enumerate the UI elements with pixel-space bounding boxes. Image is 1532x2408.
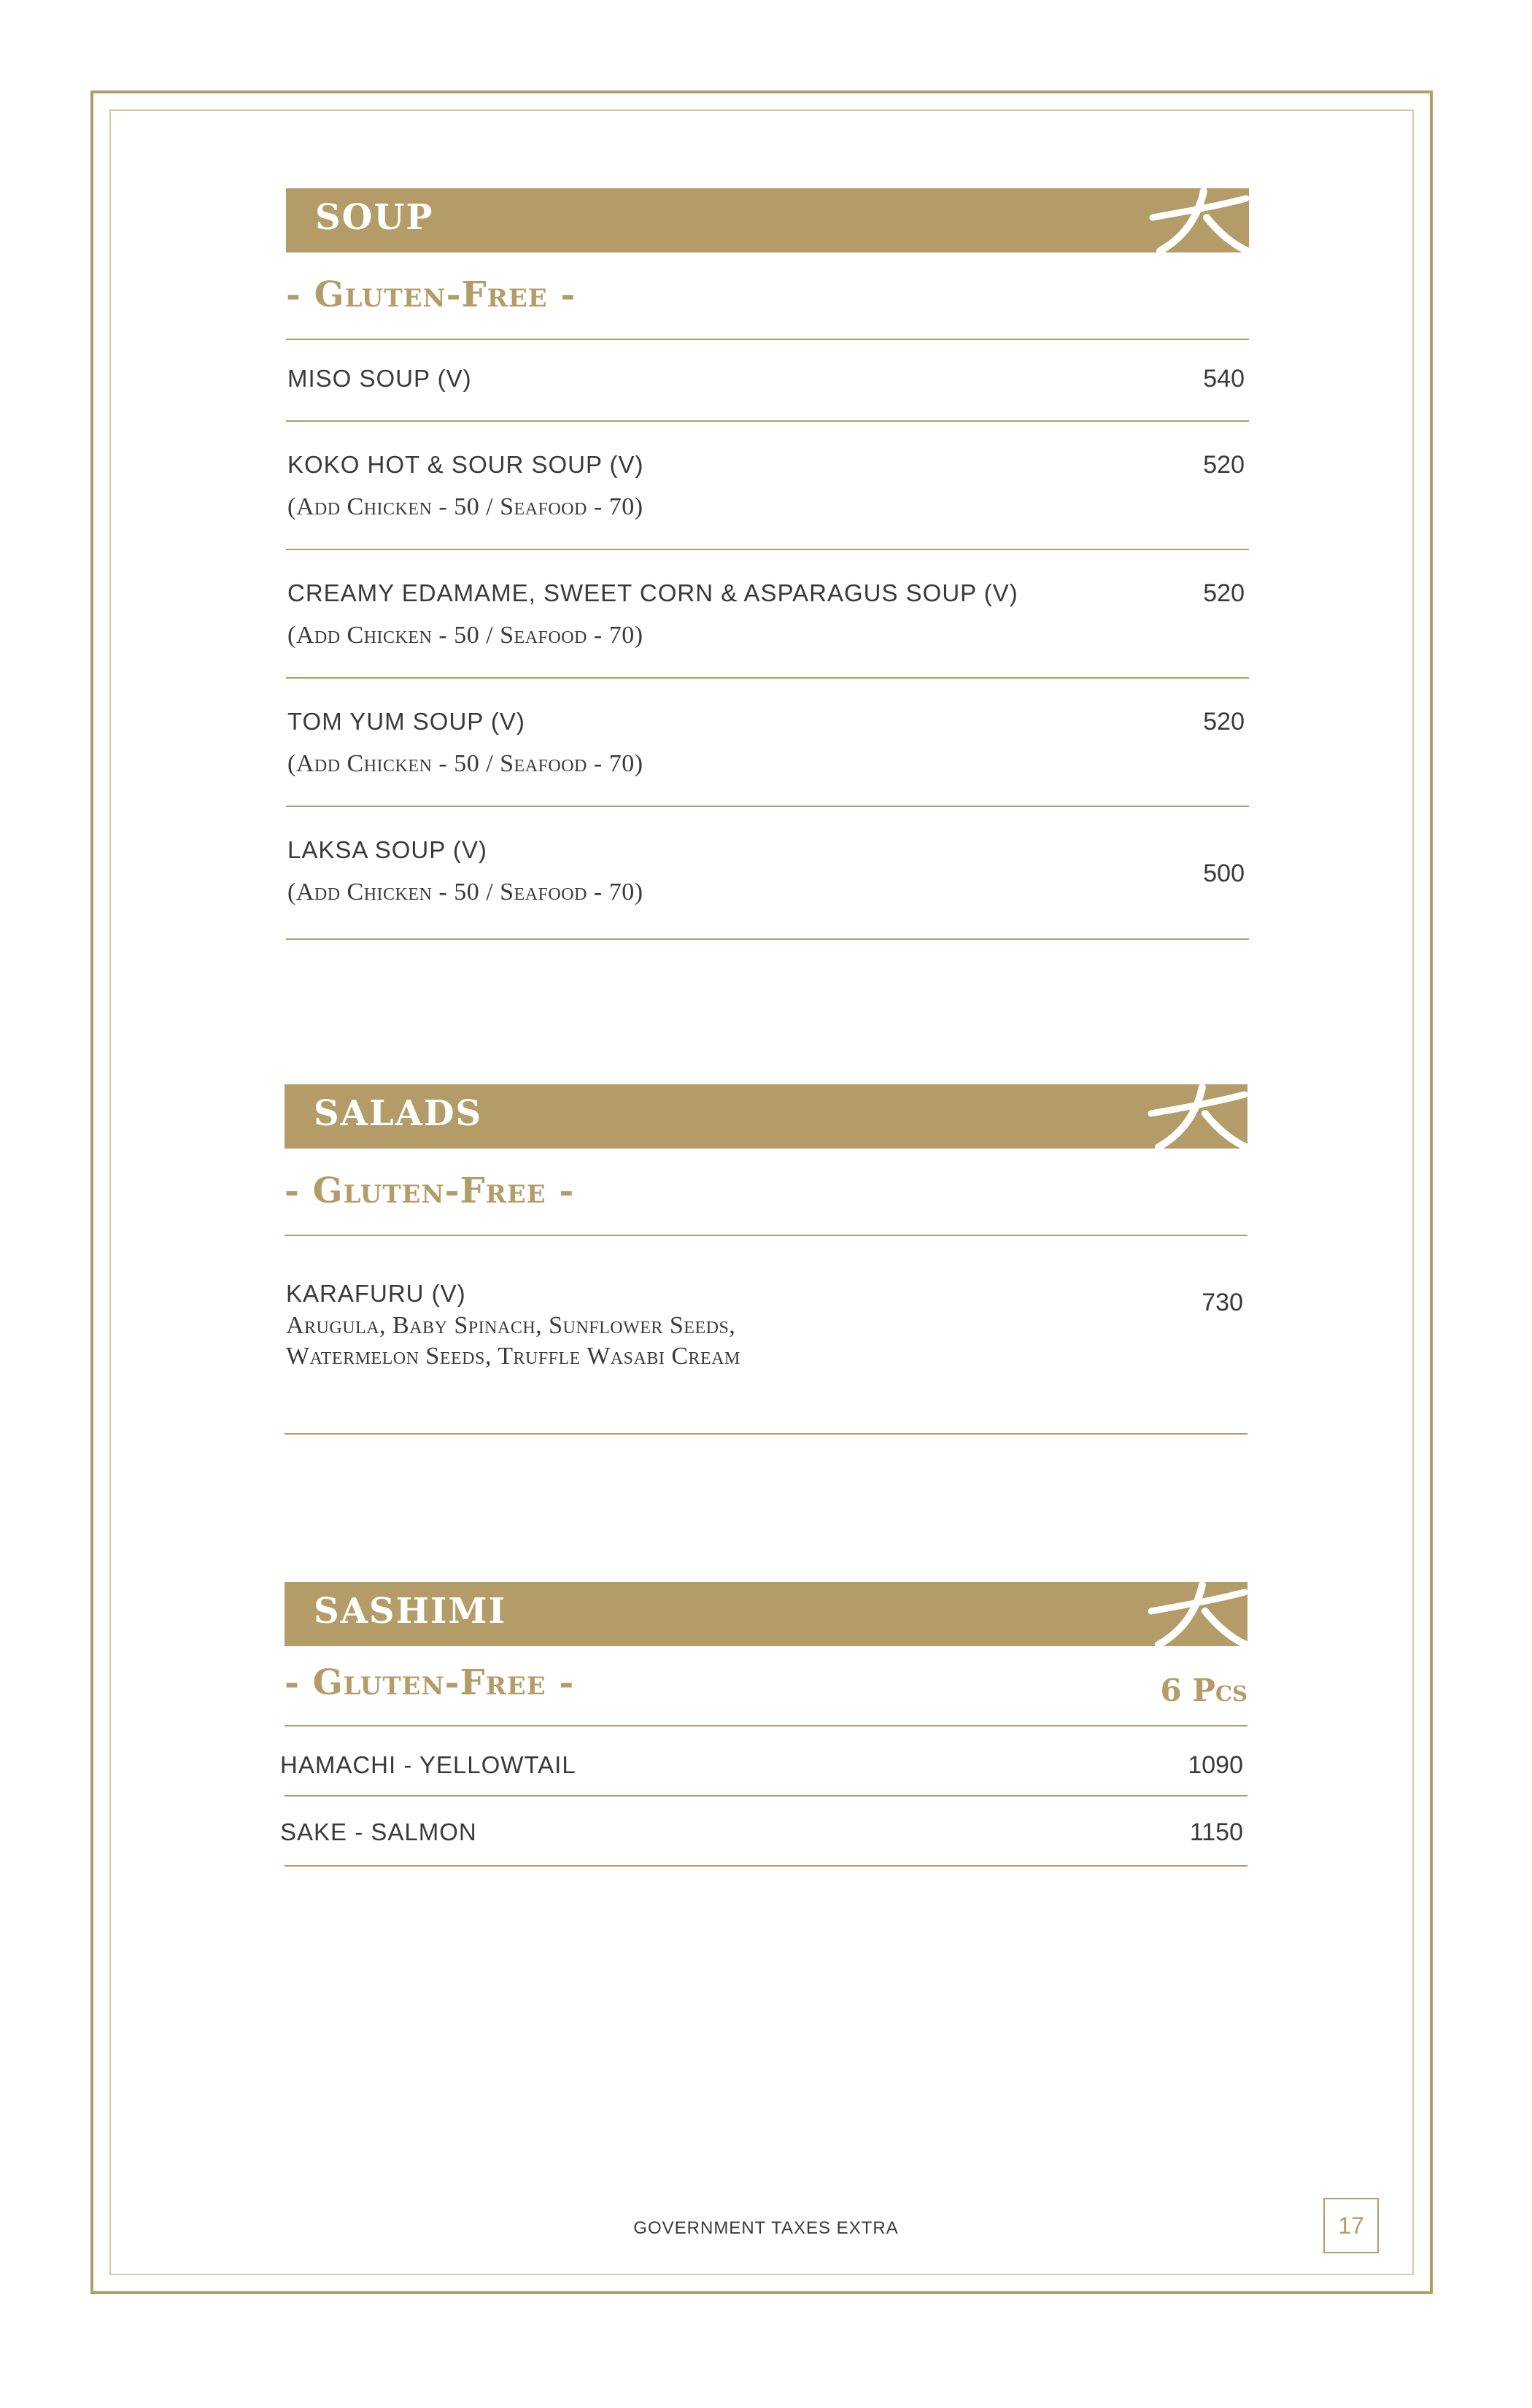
item-name: MISO SOUP (V) — [287, 365, 472, 392]
item-note: (Add Chicken - 50 / Seafood - 70) — [287, 750, 643, 777]
section-header-bar — [286, 188, 1249, 252]
menu-item — [286, 340, 1249, 422]
section-title: SOUP — [315, 197, 434, 238]
item-name: SAKE - SALMON — [280, 1818, 477, 1845]
item-note: (Add Chicken - 50 / Seafood - 70) — [287, 493, 643, 520]
item-price: 520 — [1203, 451, 1245, 479]
page-number: 17 — [1323, 2198, 1379, 2253]
section-title: SASHIMI — [314, 1591, 506, 1632]
section-subtitle-row — [286, 252, 1249, 340]
dai-kanji-icon — [1138, 1582, 1247, 1646]
item-name: KARAFURU (V) — [286, 1280, 466, 1307]
menu-item — [286, 807, 1249, 940]
section-salads — [285, 1084, 1247, 1435]
item-name: KOKO HOT & SOUR SOUP (V) — [287, 451, 644, 478]
dai-kanji-icon — [1138, 1084, 1247, 1149]
item-price: 1090 — [1188, 1751, 1243, 1779]
section-sashimi — [280, 1582, 1247, 1867]
menu-item — [286, 679, 1249, 807]
item-note: (Add Chicken - 50 / Seafood - 70) — [287, 879, 643, 906]
item-price: 1150 — [1189, 1818, 1243, 1846]
section-subtitle-row — [285, 1646, 1247, 1726]
item-note: Watermelon Seeds, Truffle Wasabi Cream — [286, 1343, 740, 1370]
section-subtitle: - Gluten-Free - — [285, 1662, 575, 1703]
portion-note: 6 Pcs — [1160, 1672, 1247, 1708]
section-subtitle-row — [285, 1149, 1247, 1236]
item-note: (Add Chicken - 50 / Seafood - 70) — [287, 622, 643, 649]
item-name: TOM YUM SOUP (V) — [287, 708, 525, 735]
item-price: 540 — [1203, 365, 1245, 393]
item-name: CREAMY EDAMAME, SWEET CORN & ASPARAGUS SOUP (V) — [287, 579, 1018, 606]
menu-item — [286, 550, 1249, 679]
section-title: SALADS — [314, 1093, 483, 1134]
menu-item — [286, 422, 1249, 550]
menu-item — [280, 1726, 1247, 1797]
item-price: 730 — [1202, 1289, 1243, 1316]
dai-kanji-icon — [1140, 188, 1249, 252]
item-name: LAKSA SOUP (V) — [287, 836, 487, 863]
section-subtitle: - Gluten-Free - — [286, 274, 576, 315]
item-price: 520 — [1203, 708, 1245, 736]
menu-item — [285, 1236, 1247, 1435]
item-note: Arugula, Baby Spinach, Sunflower Seeds, — [286, 1312, 736, 1339]
footer-tax-note: GOVERNMENT TAXES EXTRA — [633, 2218, 899, 2238]
section-soup — [286, 188, 1249, 940]
menu-item — [280, 1797, 1247, 1867]
item-name: HAMACHI - YELLOWTAIL — [280, 1751, 576, 1778]
section-header-bar — [285, 1084, 1247, 1149]
section-subtitle: - Gluten-Free - — [285, 1170, 575, 1211]
section-header-bar — [285, 1582, 1247, 1646]
item-price: 500 — [1203, 860, 1245, 887]
item-price: 520 — [1203, 579, 1245, 607]
